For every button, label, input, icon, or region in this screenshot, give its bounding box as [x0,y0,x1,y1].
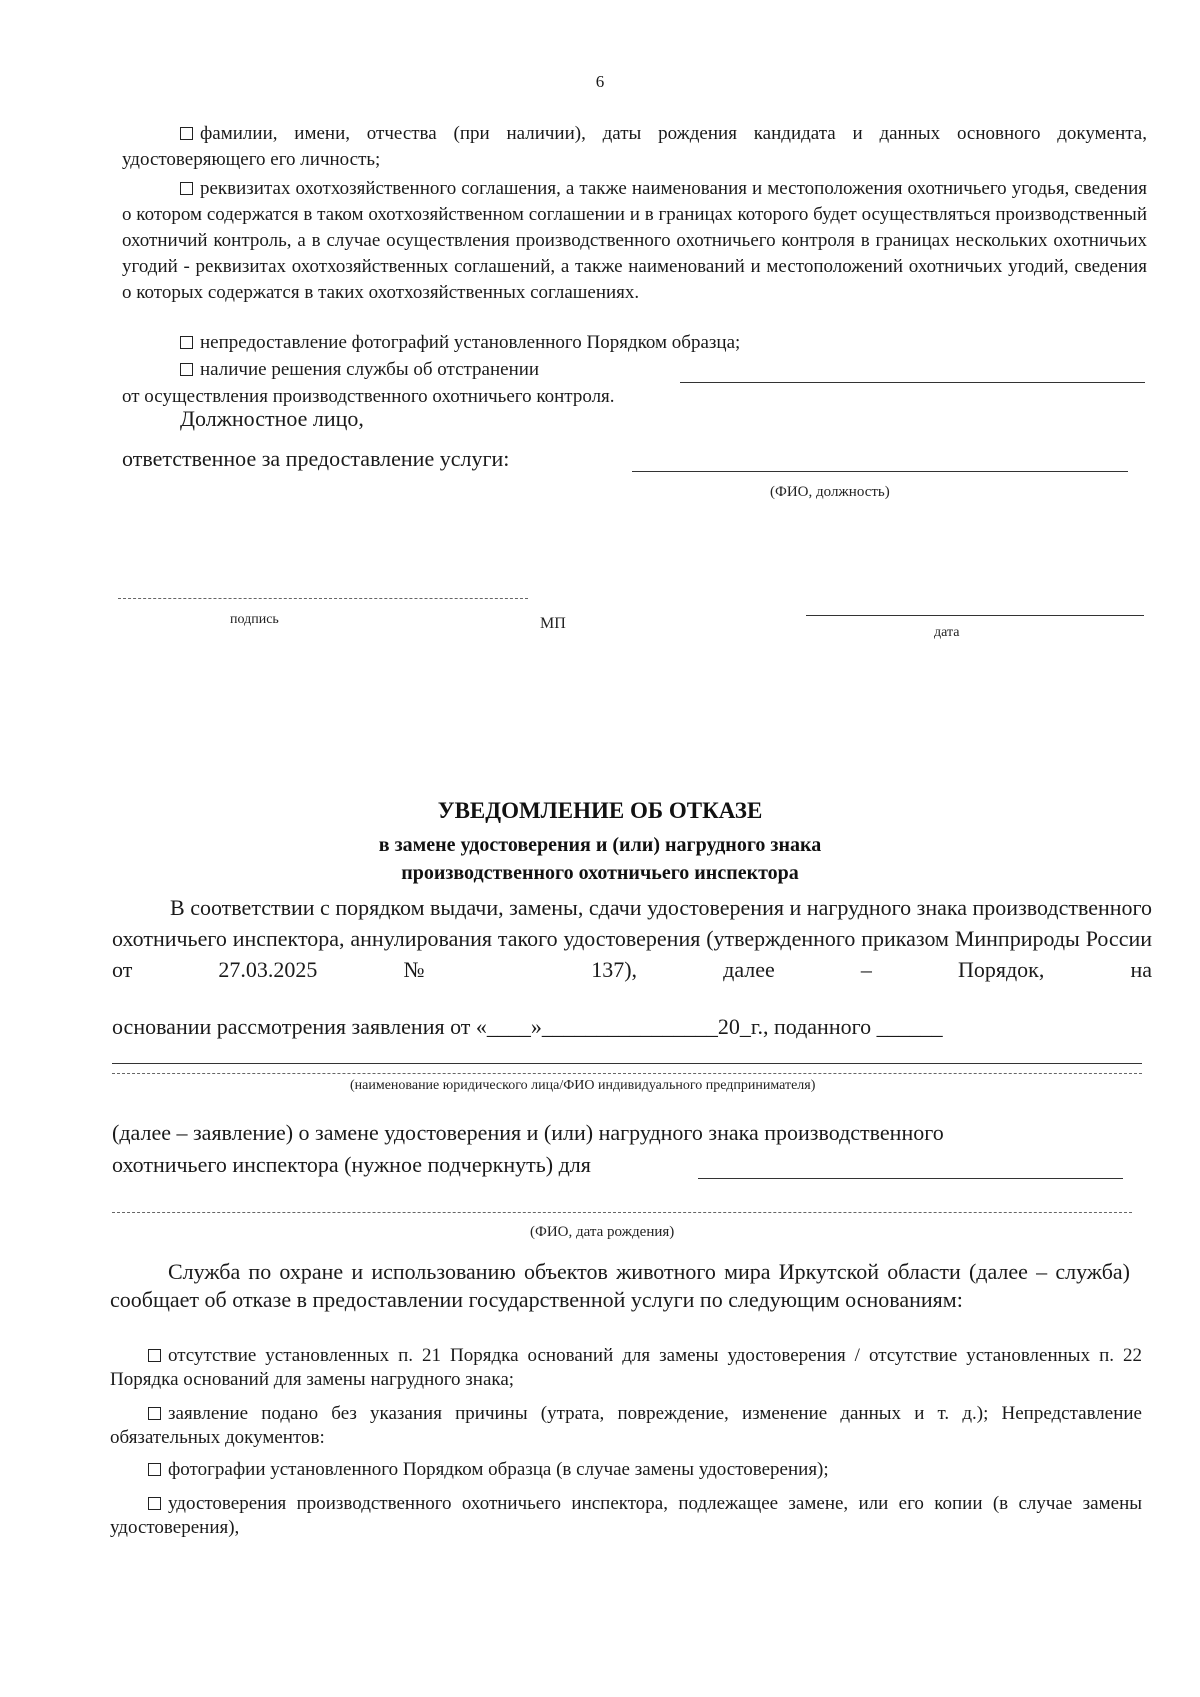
page-number: 6 [595,72,605,91]
item-removal-decision-text: наличие решения службы об отстранении [200,359,540,380]
person-caption: (ФИО, дата рождения) [530,1224,675,1240]
signature-line[interactable] [118,598,528,599]
date-line[interactable] [806,615,1144,616]
ground-no-photo [110,1458,1142,1482]
notice-subtitle-2: производственного охотничьего инспектора [401,862,799,884]
notice-title: УВЕДОМЛЕНИЕ ОБ ОТКАЗЕ [437,798,763,823]
official-responsible-label: ответственное за предоставление услуги: [122,446,510,471]
notice-paragraph-2-line-1: (далее – заявление) о замене удостоверения и (или) нагрудного знака производственного [112,1120,944,1145]
stamp-caption: МП [540,615,566,632]
checkbox-icon[interactable] [148,1349,161,1362]
ground-no-reason-text: заявление подано без указания причины (утрата, повреждение, изменение данных и т. д.); Непредставление обязательных документов: [110,1403,1142,1448]
signature-caption: подпись [230,612,279,627]
checkbox-icon[interactable] [180,182,193,195]
ground-no-basis-text: отсутствие установленных п. 21 Порядка оснований для замены удостоверения / отсутствие установленных п. 22 Порядка оснований для замены нагрудного знака; [110,1345,1142,1390]
item-agreement-details [122,176,1147,306]
official-name-line[interactable] [632,471,1128,472]
ground-no-certificate-text: удостоверения производственного охотничьего инспектора, подлежащее замене, или его копии (в случае замены удостоверения), [110,1493,1142,1538]
checkbox-icon[interactable] [148,1407,161,1420]
checkbox-icon[interactable] [180,127,193,140]
ground-no-reason [110,1402,1142,1450]
applicant-name-line[interactable] [698,1178,1123,1179]
organization-name-line[interactable] [112,1063,1142,1064]
item-full-name-text: фамилии, имени, отчества (при наличии), даты рождения кандидата и данных основного документа, удостоверяющего его личность; [122,123,1147,170]
notice-paragraph-2-line-2: охотничьего инспектора (нужное подчеркнуть) для [112,1152,591,1177]
official-label: Должностное лицо, [180,406,364,431]
removal-tail: от осуществления производственного охотничьего контроля. [122,386,615,407]
item-full-name [122,121,1147,173]
item-removal-decision [122,357,682,383]
notice-subtitle-1: в замене удостоверения и (или) нагрудного знака [378,834,822,856]
ground-no-photo-text: фотографии установленного Порядком образца (в случае замены удостоверения); [168,1459,829,1480]
organization-caption: (наименование юридического лица/ФИО индивидуального предпринимателя) [350,1078,816,1093]
checkbox-icon[interactable] [148,1463,161,1476]
fio-position-caption: (ФИО, должность) [770,484,890,500]
checkbox-icon[interactable] [180,363,193,376]
ground-no-basis [110,1344,1142,1392]
checkbox-icon[interactable] [148,1497,161,1510]
removal-reason-line[interactable] [680,382,1145,383]
item-no-photos-text: непредоставление фотографий установленного Порядком образца; [200,332,741,353]
notice-paragraph-1-last-line: основании рассмотрения заявления от «____»________________20_г., поданного ______ [112,1014,943,1039]
checkbox-icon[interactable] [180,336,193,349]
item-agreement-details-text: реквизитах охотхозяйственного соглашения, а также наименования и местоположения охотничьего угодья, сведения о котором содержатся в таком охотхозяйственном соглашении и в границах которого будет осуществляться производственный охотничий контроль, а в случае осуществления производственного охотничьего контроля в границах нескольких охотничьих угодий - реквизитах охотхозяйственных соглашений, а также наименований и местоположений охотничьих угодий, сведения о которых содержатся в таких охотхозяйственных соглашениях. [122,178,1147,303]
organization-name-line-lower [112,1073,1142,1074]
date-caption: дата [934,625,960,640]
notice-paragraph-3: Служба по охране и использованию объектов животного мира Иркутской области (далее – служба) сообщает об отказе в предоставлении государственной услуги по следующим основаниям: [110,1259,1130,1312]
item-no-photos [122,330,1147,356]
ground-no-certificate [110,1492,1142,1540]
notice-paragraph-1: В соответствии с порядком выдачи, замены, сдачи удостоверения и нагрудного знака производственного охотничьего инспектора, аннулирования такого удостоверения (утвержденного приказом Минприроды России от 27.03.2025 № 137), далее – Порядок, на [112,895,1152,982]
person-line[interactable] [112,1212,1132,1213]
